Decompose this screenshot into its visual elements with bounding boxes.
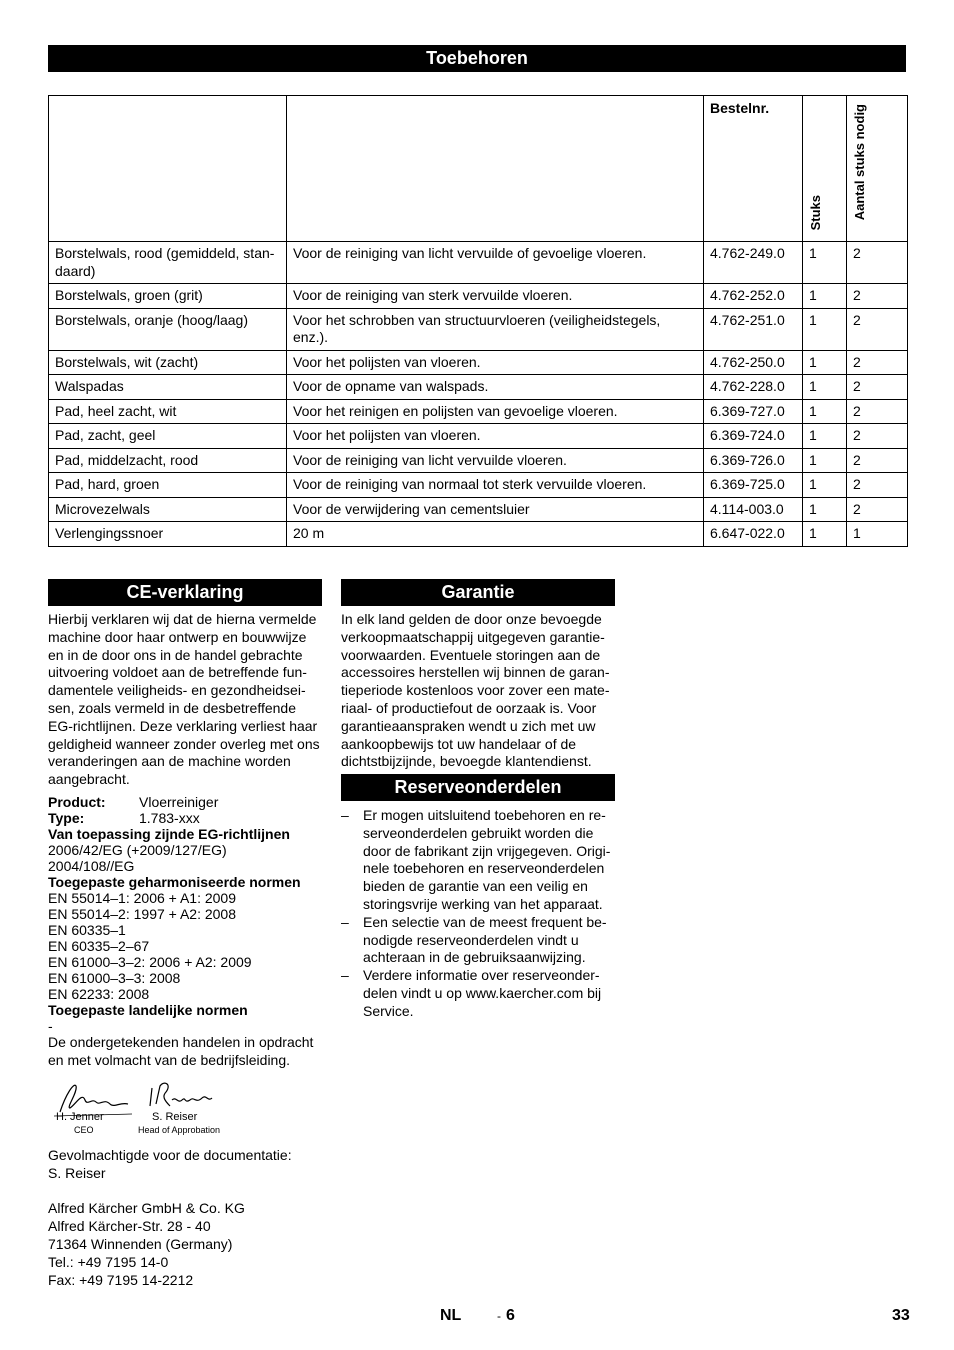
table-row — [49, 350, 908, 375]
table-row — [49, 242, 908, 284]
col-needed-header — [847, 96, 908, 242]
cell-name: Borstelwals, oranje (hoog/laag) — [49, 308, 287, 350]
cell-description: Voor de reiniging van normaal tot sterk vervuilde vloeren. — [287, 473, 704, 498]
type-label: Type: — [48, 809, 85, 826]
footer-separator: - — [497, 1309, 501, 1323]
cell-order-number: 6.369-724.0 — [704, 424, 803, 449]
cell-order-number: 4.762-228.0 — [704, 375, 803, 400]
cell-pieces: 1 — [803, 284, 847, 309]
harmonised-item: EN 61000–3–2: 2006 + A2: 2009 — [48, 953, 252, 970]
dash-marker: – — [341, 807, 349, 823]
address-line: 71364 Winnenden (Germany) — [48, 1235, 233, 1252]
col-desc-header — [287, 96, 704, 242]
cell-order-number: 6.369-727.0 — [704, 399, 803, 424]
harmonised-item: EN 55014–2: 1997 + A2: 2008 — [48, 905, 236, 922]
table-row — [49, 399, 908, 424]
footer-page-number: 33 — [892, 1307, 910, 1324]
cell-description: Voor de reiniging van licht vervuilde vloeren. — [287, 448, 704, 473]
pieces-header-text: Stuks — [808, 195, 823, 231]
accessories-title: Toebehoren — [48, 45, 906, 72]
signer1-role: CEO — [74, 1125, 94, 1135]
footer-language: NL — [440, 1307, 462, 1324]
col-pieces-header — [803, 96, 847, 242]
ce-intro: Hierbij verklaren wij dat de hierna vermelde machine door haar ontwerp en bouwwijze en in de door ons in de handel gebrachte uitvoering voldoet aan de betreffende fun-damentele veiligheids- en gezondheidsei-sen, zoals vermeld in de desbetreffende EG-richtlijnen. Deze verklaring verliest haar geldigheid wanneer zonder overleg met ons veranderingen aan de machine worden aangebracht. — [48, 611, 320, 788]
ce-product-line — [48, 794, 322, 810]
warranty-section — [341, 611, 615, 771]
cell-needed: 2 — [847, 497, 908, 522]
spares-item-text: Een selectie van de meest frequent be-nodigde reserveonderdelen vindt u achteraan in de gebruiksaanwijzing. — [363, 913, 607, 966]
harmonised-item: EN 60335–2–67 — [48, 937, 150, 954]
table-row — [49, 448, 908, 473]
cell-needed: 2 — [847, 375, 908, 400]
cell-name: Pad, heel zacht, wit — [49, 399, 287, 424]
cell-order-number: 6.369-726.0 — [704, 448, 803, 473]
ce-details — [48, 794, 322, 1034]
cell-name: Walspadas — [49, 375, 287, 400]
col-order-header: Bestelnr. — [704, 96, 803, 242]
signer2-role: Head of Approbation — [138, 1125, 221, 1135]
cell-pieces: 1 — [803, 308, 847, 350]
doc-name: S. Reiser — [48, 1164, 106, 1181]
accessories-body — [49, 242, 908, 547]
doc-label: Gevolmachtigde voor de documentatie: — [48, 1147, 292, 1163]
cell-needed: 2 — [847, 350, 908, 375]
cell-order-number: 4.114-003.0 — [704, 497, 803, 522]
ce-title: CE-verklaring — [48, 579, 322, 606]
list-item — [341, 967, 615, 1020]
cell-description: Voor het schrobben van structuurvloeren (veiligheidstegels, enz.). — [287, 308, 704, 350]
directives-label: Van toepassing zijnde EG-richtlijnen — [48, 825, 290, 842]
cell-name: Borstelwals, rood (gemiddeld, stan-daard) — [49, 242, 287, 284]
national-value: - — [48, 1017, 53, 1034]
harmonised-item: EN 55014–1: 2006 + A1: 2009 — [48, 889, 236, 906]
cell-description: 20 m — [287, 522, 704, 547]
cell-name: Microvezelwals — [49, 497, 287, 522]
footer-section-page: 6 — [506, 1307, 515, 1324]
table-row — [49, 424, 908, 449]
national-label: Toegepaste landelijke normen — [48, 1001, 248, 1018]
cell-pieces: 1 — [803, 424, 847, 449]
cell-pieces: 1 — [803, 375, 847, 400]
product-value: Vloerreiniger — [139, 793, 219, 810]
cell-name: Verlengingssnoer — [49, 522, 287, 547]
table-row — [49, 473, 908, 498]
cell-needed: 1 — [847, 522, 908, 547]
cell-name: Pad, middelzacht, rood — [49, 448, 287, 473]
signer2-name: S. Reiser — [152, 1111, 198, 1123]
address-line: Alfred Kärcher GmbH & Co. KG — [48, 1200, 245, 1217]
cell-name: Pad, hard, groen — [49, 473, 287, 498]
spares-list — [341, 807, 615, 1021]
address-line: Alfred Kärcher-Str. 28 - 40 — [48, 1218, 211, 1235]
table-row — [49, 497, 908, 522]
ce-type-line — [48, 810, 322, 826]
address-line: Fax: +49 7195 14-2212 — [48, 1271, 194, 1288]
cell-order-number: 6.647-022.0 — [704, 522, 803, 547]
cell-pieces: 1 — [803, 242, 847, 284]
cell-pieces: 1 — [803, 473, 847, 498]
list-item — [341, 914, 615, 967]
table-row — [49, 522, 908, 547]
harmonised-item: EN 62233: 2008 — [48, 985, 150, 1002]
cell-description: Voor het polijsten van vloeren. — [287, 424, 704, 449]
cell-name: Borstelwals, groen (grit) — [49, 284, 287, 309]
cell-name: Borstelwals, wit (zacht) — [49, 350, 287, 375]
signer1-name: H. Jenner — [56, 1111, 104, 1123]
cell-order-number: 4.762-250.0 — [704, 350, 803, 375]
spares-item-text: Er mogen uitsluitend toebehoren en re-serveonderdelen gebruikt worden die door de fabrikant zijn vrijgegeven. Origi-nele toebehoren en reserveonderdelen bieden de garantie van een veilig en storingsvrije werking van het apparaat. — [363, 807, 611, 912]
cell-description: Voor de verwijdering van cementsluier — [287, 497, 704, 522]
cell-pieces: 1 — [803, 350, 847, 375]
table-header-row — [49, 96, 908, 242]
table-row — [49, 308, 908, 350]
cell-needed: 2 — [847, 424, 908, 449]
cell-order-number: 4.762-249.0 — [704, 242, 803, 284]
cell-needed: 2 — [847, 399, 908, 424]
dash-marker: – — [341, 913, 349, 930]
type-value: 1.783-xxx — [139, 809, 200, 826]
address-line: Tel.: +49 7195 14-0 — [48, 1253, 169, 1270]
cell-description: Voor de reiniging van licht vervuilde of gevoelige vloeren. — [287, 242, 704, 284]
signers-text: De ondergetekenden handelen in opdracht en met volmacht van de bedrijfsleiding. — [48, 1033, 314, 1068]
cell-order-number: 4.762-252.0 — [704, 284, 803, 309]
needed-header-text: Aantal stuks nodig — [852, 104, 867, 221]
list-item — [341, 807, 615, 914]
cell-description: Voor de opname van walspads. — [287, 375, 704, 400]
directive-item: 2006/42/EG (+2009/127/EG) — [48, 841, 227, 858]
cell-needed: 2 — [847, 284, 908, 309]
spares-section — [341, 807, 615, 1021]
warranty-title: Garantie — [341, 579, 615, 606]
cell-description: Voor het polijsten van vloeren. — [287, 350, 704, 375]
accessories-table — [48, 95, 908, 547]
cell-pieces: 1 — [803, 497, 847, 522]
spares-item-text: Verdere informatie over reserveonder-delen vindt u op www.kaercher.com bij Service. — [363, 967, 602, 1019]
ce-section — [48, 611, 322, 1070]
cell-pieces: 1 — [803, 448, 847, 473]
cell-order-number: 6.369-725.0 — [704, 473, 803, 498]
cell-needed: 2 — [847, 448, 908, 473]
spares-title: Reserveonderdelen — [341, 774, 615, 801]
cell-needed: 2 — [847, 242, 908, 284]
directive-item: 2004/108//EG — [48, 857, 135, 874]
harmonised-item: EN 60335–1 — [48, 921, 126, 938]
cell-name: Pad, zacht, geel — [49, 424, 287, 449]
warranty-text: In elk land gelden de door onze bevoegde verkoopmaatschappij uitgegeven garantie-voorwaarden. Eventuele storingen aan de accessoires herstellen wij binnen de garan-tieperiode kostenloos voor zover een mate-riaal- of productiefout de oorzaak is. Voor garantieaanspraken wendt u zich met uw aankoopbewijs tot uw handelaar of de dichtstbijzijnde, bevoegde klantendienst. — [341, 611, 610, 770]
cell-needed: 2 — [847, 308, 908, 350]
cell-pieces: 1 — [803, 522, 847, 547]
harmonised-item: EN 61000–3–3: 2008 — [48, 969, 181, 986]
table-row — [49, 284, 908, 309]
dash-marker: – — [341, 967, 349, 984]
table-row — [49, 375, 908, 400]
cell-pieces: 1 — [803, 399, 847, 424]
cell-needed: 2 — [847, 473, 908, 498]
harmonised-label: Toegepaste geharmoniseerde normen — [48, 873, 301, 890]
cell-order-number: 4.762-251.0 — [704, 308, 803, 350]
documentation-block — [48, 1147, 322, 1289]
col-name-header — [49, 96, 287, 242]
product-label: Product: — [48, 793, 106, 810]
cell-description: Voor de reiniging van sterk vervuilde vloeren. — [287, 284, 704, 309]
cell-description: Voor het reinigen en polijsten van gevoelige vloeren. — [287, 399, 704, 424]
